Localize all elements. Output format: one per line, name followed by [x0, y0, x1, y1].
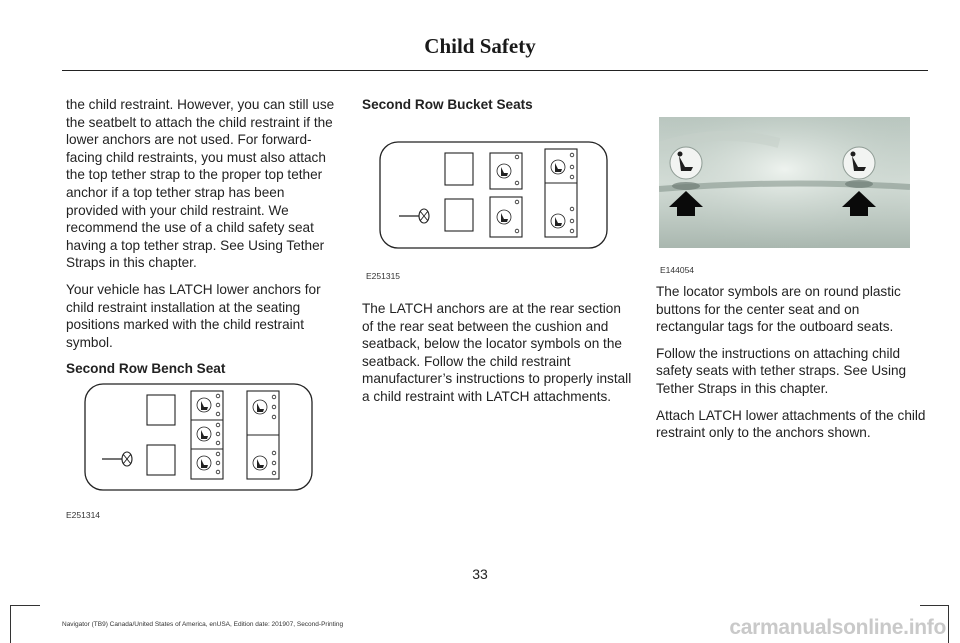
figure-code: E251315 — [366, 271, 401, 281]
body-paragraph: The LATCH anchors are at the rear section of the rear seat between the cushion and seatback, below the locator symbols on the seatback. Follow the child restraint manufacturer’s instructions to properly install a child restraint with LATCH attachments. — [362, 301, 632, 404]
body-paragraph: Follow the instructions on attaching child safety seats with tether straps. See Using Tether Straps in this chapter. — [656, 345, 907, 396]
footer-text: Navigator (TB9) Canada/United States of America, enUSA, Edition date: 201907, Second-Printing — [62, 621, 344, 628]
watermark: carmanualsonline.info — [729, 616, 946, 639]
section-heading: Second Row Bench Seat — [66, 361, 226, 377]
crop-mark — [948, 605, 949, 643]
crop-mark — [10, 605, 40, 606]
bench-seat-diagram — [84, 383, 314, 491]
body-paragraph: the child restraint. However, you can still use the seatbelt to attach the child restraint if the lower anchors are not used. For forward-facing child restraints, you must also attach the top tether strap to the proper top tether anchor if a top tether strap has been provided with your child restraint. We recommend the use of a child safety seat having a top tether strap. See Using Tether Straps in this chapter. — [66, 97, 335, 271]
body-paragraph: The locator symbols are on round plastic buttons for the center seat and on rectangular tags for the outboard seats. — [656, 284, 901, 335]
page-number: 33 — [472, 566, 488, 582]
column-2 — [362, 96, 634, 123]
column-3 — [656, 283, 928, 451]
figure-code: E144054 — [660, 265, 695, 275]
bucket-seat-diagram — [379, 141, 609, 249]
header-rule — [62, 70, 928, 71]
body-paragraph: Your vehicle has LATCH lower anchors for child restraint installation at the seating positions marked with the child restraint symbol. — [66, 281, 321, 350]
page-title: Child Safety — [424, 34, 536, 58]
column-2-body — [362, 300, 634, 415]
figure-code: E251314 — [66, 510, 101, 520]
section-heading: Second Row Bucket Seats — [362, 97, 533, 112]
column-1 — [66, 96, 338, 387]
crop-mark — [920, 605, 949, 606]
crop-mark — [10, 605, 11, 643]
latch-anchor-photo — [659, 117, 910, 248]
body-paragraph: Attach LATCH lower attachments of the child restraint only to the anchors shown. — [656, 407, 926, 441]
